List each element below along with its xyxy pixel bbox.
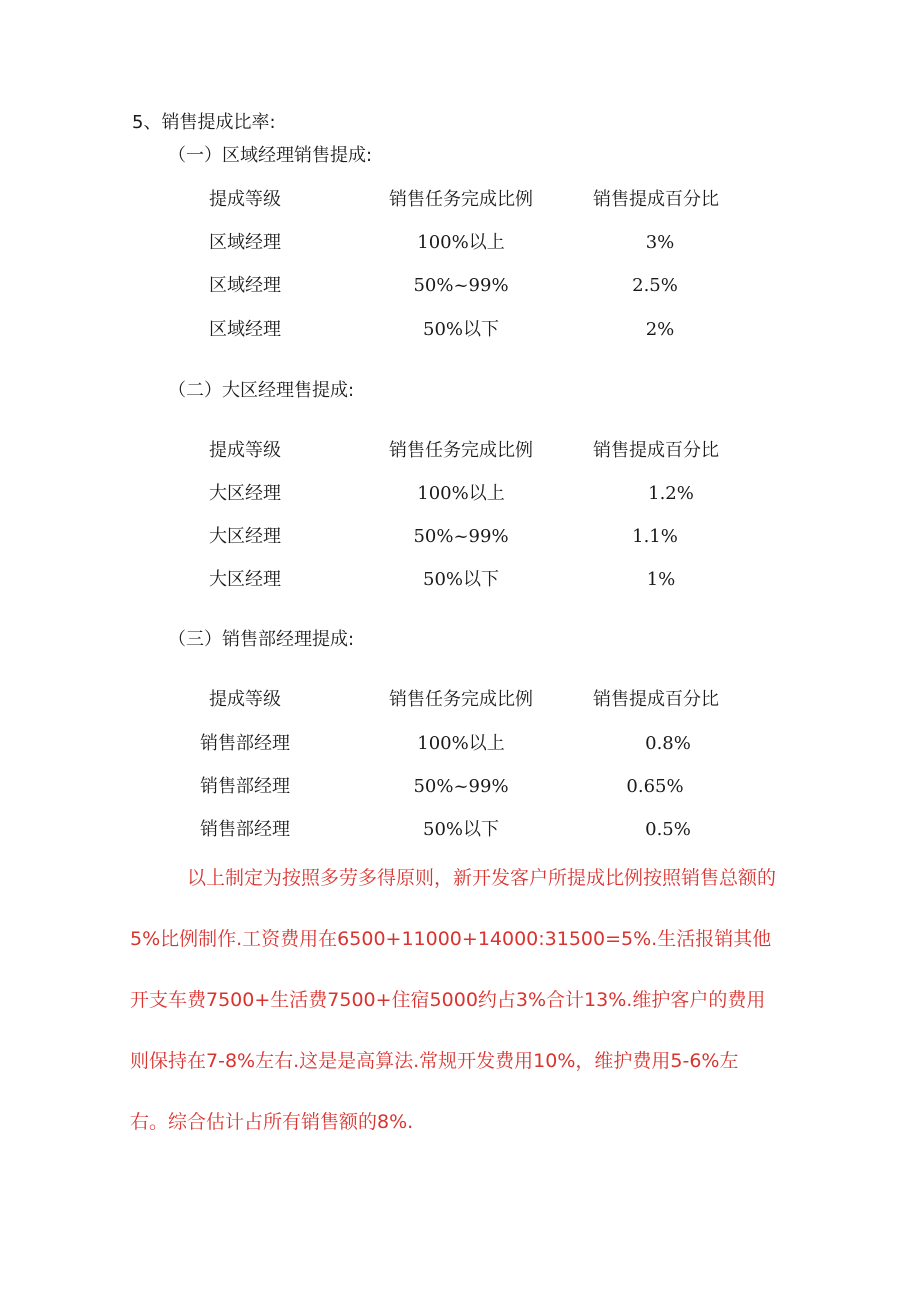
table-3-header-percentage: 销售提成百分比 — [593, 689, 719, 710]
table-2-row-2-completion: 50%~99% — [413, 526, 509, 547]
table-1-row-1-level: 区域经理 — [209, 232, 281, 253]
table-3-row-3-level: 销售部经理 — [200, 819, 290, 840]
table-3-header-level: 提成等级 — [209, 689, 281, 710]
table-3-row-1-level: 销售部经理 — [200, 733, 290, 754]
table-2-row-3-percentage: 1% — [646, 569, 676, 590]
table-1-row-1-percentage: 3% — [645, 232, 675, 253]
table-3-row-2-percentage: 0.65% — [626, 776, 684, 797]
note-line-2: 5%比例制作.工资费用在6500+11000+14000:31500=5%.生活报销其他 — [130, 928, 772, 950]
table-3-row-1-completion: 100%以上 — [417, 733, 505, 754]
note-line-4: 则保持在7-8%左右.这是是高算法.常规开发费用10%，维护费用5-6%左 — [130, 1050, 739, 1072]
table-2-row-1-percentage: 1.2% — [648, 483, 694, 504]
table-1-row-2-completion: 50%~99% — [413, 275, 509, 296]
table-1-row-2-level: 区域经理 — [209, 275, 281, 296]
table-3-row-2-completion: 50%~99% — [413, 776, 509, 797]
table-2-row-2-level: 大区经理 — [209, 526, 281, 547]
table-1-row-3-percentage: 2% — [645, 319, 675, 340]
table-1-row-3-level: 区域经理 — [209, 319, 281, 340]
note-line-1: 以上制定为按照多劳多得原则，新开发客户所提成比例按照销售总额的 — [187, 867, 777, 889]
note-line-3: 开支车费7500+生活费7500+住宿5000约占3%合计13%.维护客户的费用 — [130, 989, 766, 1011]
table-2-header-percentage: 销售提成百分比 — [593, 440, 719, 461]
table-3-row-1-percentage: 0.8% — [645, 733, 691, 754]
table-2-title: （二）大区经理售提成: — [168, 380, 355, 401]
table-2-header-level: 提成等级 — [209, 440, 281, 461]
table-1-header-completion: 销售任务完成比例 — [389, 189, 533, 210]
table-1-header-percentage: 销售提成百分比 — [593, 189, 719, 210]
table-1-header-level: 提成等级 — [209, 189, 281, 210]
table-1-row-3-completion: 50%以下 — [422, 319, 500, 340]
table-1-title: （一）区域经理销售提成: — [168, 145, 373, 166]
table-2-header-completion: 销售任务完成比例 — [389, 440, 533, 461]
note-line-5: 右。综合估计占所有销售额的8%. — [130, 1111, 414, 1133]
table-2-row-2-percentage: 1.1% — [632, 526, 678, 547]
table-3-row-3-completion: 50%以下 — [422, 819, 500, 840]
section-title: 5、销售提成比率: — [132, 112, 276, 133]
table-1-row-2-percentage: 2.5% — [632, 275, 678, 296]
table-2-row-1-completion: 100%以上 — [417, 483, 505, 504]
table-3-title: （三）销售部经理提成: — [168, 629, 355, 650]
table-3-header-completion: 销售任务完成比例 — [389, 689, 533, 710]
table-2-row-3-level: 大区经理 — [209, 569, 281, 590]
table-2-row-3-completion: 50%以下 — [422, 569, 500, 590]
table-3-row-2-level: 销售部经理 — [200, 776, 290, 797]
table-2-row-1-level: 大区经理 — [209, 483, 281, 504]
table-1-row-1-completion: 100%以上 — [417, 232, 505, 253]
table-3-row-3-percentage: 0.5% — [645, 819, 691, 840]
